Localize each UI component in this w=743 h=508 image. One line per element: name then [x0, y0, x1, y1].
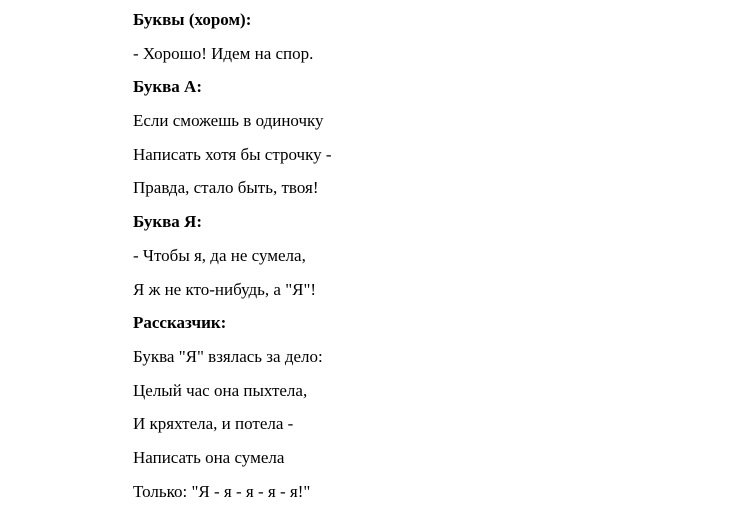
verse-line: Целый час она пыхтела,	[133, 380, 308, 400]
verse-line: Правда, стало быть, твоя!	[133, 178, 319, 198]
verse-line: И кряхтела, и потела -	[133, 414, 294, 434]
verse-line: Если сможешь в одиночку	[133, 111, 324, 131]
speaker-label-letter-ya: Буква Я:	[133, 212, 202, 232]
verse-line: Я ж не кто-нибудь, а "Я"!	[133, 279, 317, 299]
verse-line: Только: "Я - я - я - я - я!"	[133, 481, 311, 501]
verse-line: - Хорошо! Идем на спор.	[133, 43, 314, 63]
verse-line: - Чтобы я, да не сумела,	[133, 245, 306, 265]
speaker-label-narrator: Рассказчик:	[133, 313, 227, 333]
verse-line: Написать она сумела	[133, 447, 285, 467]
speaker-label-letter-a: Буква А:	[133, 77, 202, 97]
verse-line: Буква "Я" взялась за дело:	[133, 346, 323, 366]
speaker-label-letters-chorus: Буквы (хором):	[133, 10, 252, 29]
verse-line: Написать хотя бы строчку -	[133, 144, 332, 164]
document-body	[133, 3, 332, 508]
